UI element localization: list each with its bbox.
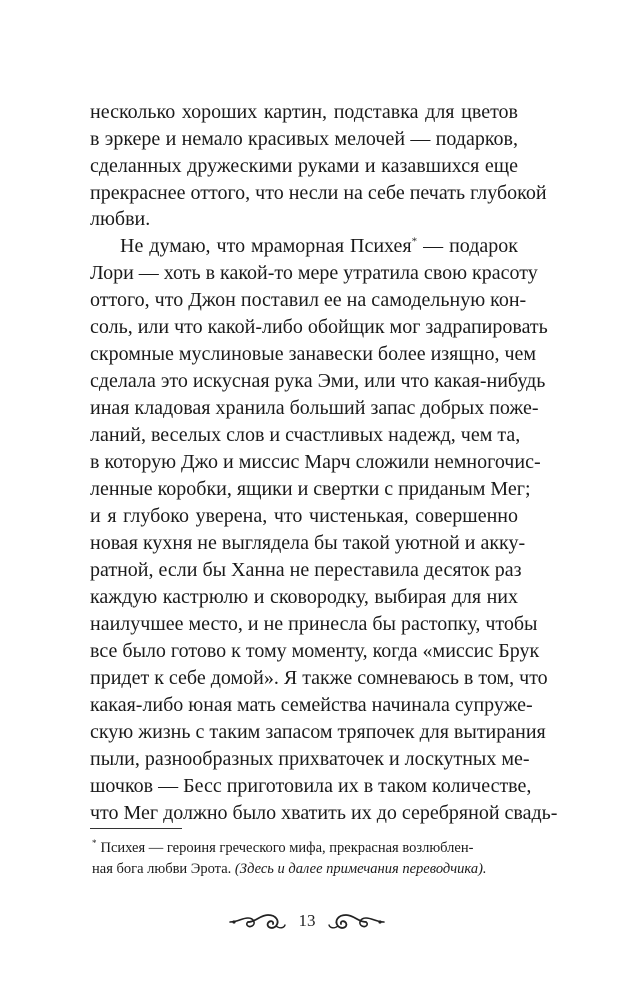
text-line: сделанных дружескими руками и казавшихся еще <box>90 155 518 177</box>
right-ornament-icon <box>328 909 386 935</box>
text-line-paragraph-start <box>120 233 518 259</box>
text-line: что Мег должно было хватить их до серебряной свадь- <box>90 802 558 824</box>
text-line: все было готово к тому моменту, когда «миссис Брук <box>90 640 540 662</box>
text-line: скую жизнь с таким запасом тряпочек для вытирания <box>90 721 546 743</box>
text-line: каждую кастрюлю и сковородку, выбирая для них <box>90 586 518 608</box>
text-fragment: — подарок <box>417 235 518 257</box>
text-line: какая-либо юная мать семейства начинала супруже- <box>90 694 533 716</box>
footnote-text: ная бога любви Эрота. <box>92 861 235 877</box>
left-ornament-icon <box>228 909 286 935</box>
text-line: и я глубоко уверена, что чистенькая, совершенно <box>90 505 518 527</box>
footnote-reference: * <box>411 235 418 248</box>
text-line: в которую Джо и миссис Марч сложили немногочис- <box>90 451 541 473</box>
footnote-translator-note: (Здесь и далее примечания переводчика). <box>234 861 487 877</box>
text-line: ленные коробки, ящики и свертки с приданым Мег; <box>90 478 531 500</box>
page-footer <box>0 905 619 945</box>
text-line: скромные муслиновые занавески более изящно, чем <box>90 343 537 365</box>
text-line: оттого, что Джон поставил ее на самодельную кон- <box>90 289 527 311</box>
text-line: шочков — Бесс приготовила их в таком количестве, <box>90 775 532 797</box>
text-fragment: Не думаю, что мраморная Психея <box>120 235 412 257</box>
text-line: соль, или что какой-либо обойщик мог задрапировать <box>90 316 548 338</box>
footnote-divider <box>90 828 182 829</box>
text-line: ратной, если бы Ханна не переставила десяток раз <box>90 559 522 581</box>
text-line: прекраснее оттого, что несли на себе печать глубокой <box>90 182 547 204</box>
text-line: сделала это искусная рука Эми, или что какая-нибудь <box>90 370 546 392</box>
text-line: Лори — хоть в какой-то мере утратила свою красоту <box>90 262 538 284</box>
text-line: новая кухня не выглядела бы такой уютной и акку- <box>90 532 526 554</box>
text-line: в эркере и немало красивых мелочей — подарков, <box>90 128 518 150</box>
footnote-line <box>92 838 518 858</box>
text-line: пыли, разнообразных прихваточек и лоскутных ме- <box>90 748 530 770</box>
text-line: несколько хороших картин, подставка для цветов <box>90 101 518 123</box>
text-line: ланий, веселых слов и счастливых надежд, чем та, <box>90 424 521 446</box>
text-line: наилучшее место, и не принесла бы растопку, чтобы <box>90 613 538 635</box>
footnote-mark: * <box>92 838 97 849</box>
text-line: иная кладовая хранила больший запас добрых поже- <box>90 397 539 419</box>
footnote-text: Психея — героиня греческого мифа, прекрасная возлюблен- <box>100 840 474 856</box>
footnote-line <box>92 859 518 879</box>
text-line: любви. <box>90 208 151 230</box>
text-line: придет к себе домой». Я также сомневаюсь в том, что <box>90 667 548 689</box>
page-number: 13 <box>298 911 316 930</box>
